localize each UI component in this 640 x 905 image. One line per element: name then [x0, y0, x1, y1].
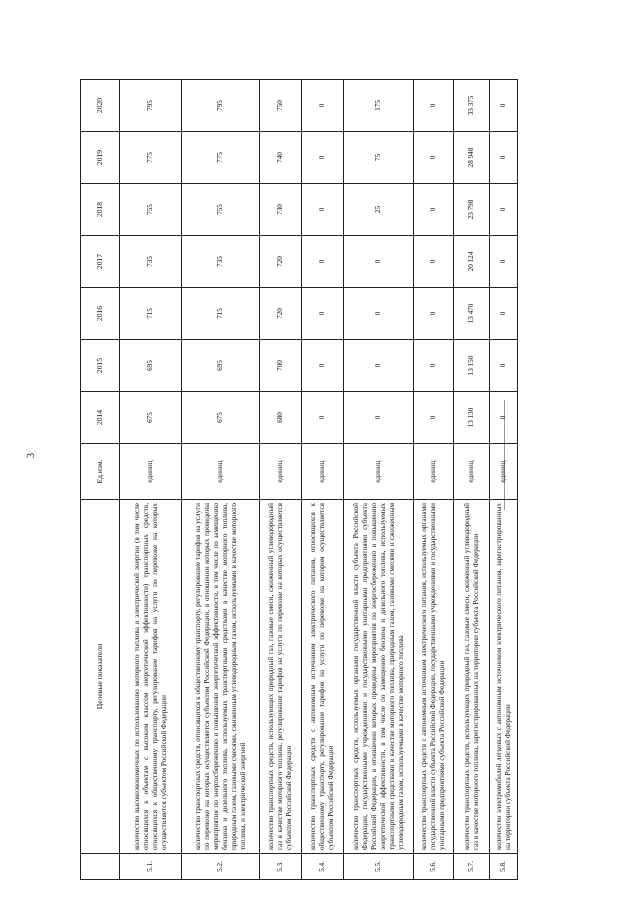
value-cell: 0 [302, 236, 344, 288]
value-cell: 675 [182, 392, 260, 444]
value-cell: 0 [490, 80, 518, 132]
value-cell: 715 [182, 288, 260, 340]
value-cell: 0 [414, 80, 454, 132]
value-cell: 13 150 [454, 340, 490, 392]
table-row [344, 80, 414, 880]
value-cell: 0 [414, 236, 454, 288]
table-row [302, 80, 344, 880]
unit-cell: единиц [344, 444, 414, 500]
unit-cell: единиц [490, 444, 518, 500]
value-cell: 13 470 [454, 288, 490, 340]
value-cell: 775 [120, 132, 182, 184]
value-cell: 0 [302, 392, 344, 444]
value-cell: 0 [344, 236, 414, 288]
row-number: 5.6. [414, 854, 454, 880]
row-number: 5.8. [490, 854, 518, 880]
value-cell: 720 [260, 236, 302, 288]
value-cell: 0 [490, 392, 518, 444]
row-number: 5.4. [302, 854, 344, 880]
header-indicator: Целевые показатели [81, 500, 120, 854]
row-number: 5.3. [260, 854, 302, 880]
value-cell: 680 [260, 392, 302, 444]
value-cell: 0 [490, 132, 518, 184]
value-cell: 0 [414, 288, 454, 340]
header-year: 2018 [81, 184, 120, 236]
value-cell: 0 [490, 236, 518, 288]
header-year: 2020 [81, 80, 120, 132]
table-row [414, 80, 454, 880]
value-cell: 0 [414, 392, 454, 444]
indicator-description: количество транспортных средств с автономным источником электрического питания, используемых органами государственной власти субъекта Российской Федерации, государственными учреждениями и государственными унитарными предприятиями субъекта Российской Федерации [414, 500, 454, 854]
table-row [120, 80, 182, 880]
table-row [182, 80, 260, 880]
value-cell: 23 798 [454, 184, 490, 236]
value-cell: 735 [182, 236, 260, 288]
header-year: 2016 [81, 288, 120, 340]
value-cell: 0 [344, 288, 414, 340]
unit-cell: единиц [182, 444, 260, 500]
value-cell: 755 [120, 184, 182, 236]
unit-cell: единиц [260, 444, 302, 500]
value-cell: 0 [490, 340, 518, 392]
value-cell: 715 [120, 288, 182, 340]
value-cell: 0 [302, 288, 344, 340]
indicators-table [80, 79, 518, 880]
value-cell: 775 [182, 132, 260, 184]
row-number: 5.1. [120, 854, 182, 880]
header-year: 2015 [81, 340, 120, 392]
value-cell: 20 124 [454, 236, 490, 288]
header-unit: Ед.изм. [81, 444, 120, 500]
value-cell: 0 [344, 340, 414, 392]
indicator-description: количество транспортных средств, используемых органами государственной власти субъекта Российской Федерации, государственными учреждениями и государственными унитарными предприятиями субъекта Российской Федерации, в отношении которых проведены мероприятия по энергосбережению и повышению энергетической эффективности, в том числе по замещению бензина и дизельного топлива, используемых транспортными средствами в качестве моторного топлива, природным газом, газовыми смесями и сжиженным углеводородным газом, используемыми в качестве моторного топлива [344, 500, 414, 854]
page-number: 3 [26, 453, 37, 458]
unit-cell: единиц [302, 444, 344, 500]
value-cell: 795 [120, 80, 182, 132]
indicator-description: количество высокоэкономичных по использованию моторного топлива и электрической энергии (в том числе относящихся к объектам с высоким классом энергетической эффективности) транспортных средств, относящихся к общественному транспорту, регулирование тарифов на услуги по перевозке на которых осуществляется субъектом Российской Федерации [120, 500, 182, 854]
table-row [490, 80, 518, 880]
header-year: 2019 [81, 132, 120, 184]
value-cell: 0 [490, 288, 518, 340]
indicator-description: количество транспортных средств, относящихся к общественному транспорту, регулирование тарифов на услуги по перевозке на которых осуществляется субъектом Российской Федерации, в отношении которых проведены мероприятия по энергосбережению и повышению энергетической эффективности, в том числе по замещению бензина и дизельного топлива, используемых транспортными средствами в качестве моторного топлива, природным газом, газовыми смесями, сжиженным углеводородным газом, используемыми в качестве моторного топлива, и электрической энергией [182, 500, 260, 854]
table-header-row [81, 80, 120, 880]
value-cell: 695 [182, 340, 260, 392]
value-cell: 720 [260, 288, 302, 340]
value-cell: 695 [120, 340, 182, 392]
rotated-table-wrapper [80, 80, 560, 880]
row-number: 5.7. [454, 854, 490, 880]
value-cell: 0 [414, 184, 454, 236]
value-cell: 795 [182, 80, 260, 132]
table-row [454, 80, 490, 880]
value-cell: 0 [302, 184, 344, 236]
row-number: 5.2. [182, 854, 260, 880]
value-cell: 750 [260, 80, 302, 132]
unit-cell: единиц [454, 444, 490, 500]
value-cell: 740 [260, 132, 302, 184]
table-row [260, 80, 302, 880]
value-cell: 175 [344, 80, 414, 132]
header-year: 2014 [81, 392, 120, 444]
value-cell: 735 [120, 236, 182, 288]
value-cell: 75 [344, 132, 414, 184]
unit-cell: единиц [414, 444, 454, 500]
value-cell: 33 375 [454, 80, 490, 132]
value-cell: 25 [344, 184, 414, 236]
value-cell: 0 [414, 340, 454, 392]
value-cell: 730 [260, 184, 302, 236]
unit-cell: единиц [120, 444, 182, 500]
value-cell: 0 [344, 392, 414, 444]
value-cell: 0 [302, 340, 344, 392]
value-cell: 0 [490, 184, 518, 236]
indicator-description: количество транспортных средств, использующих природный газ, газовые смеси, сжиженный углеводородный газ в качестве моторного топлива, зарегистрированных на территории субъекта Российской Федерации [454, 500, 490, 854]
indicator-description: количество электромобилей легковых с автономным источником электрического питания, зарегистрированных на территории субъекта Российской Федерации [490, 500, 518, 854]
indicator-description: количество транспортных средств, использующих природный газ, газовые смеси, сжиженный углеводородный газ в качестве моторного топлива, регулирование тарифов на услуги по перевозке на которых осуществляется субъектом Российской Федерации [260, 500, 302, 854]
value-cell: 13 130 [454, 392, 490, 444]
value-cell: 755 [182, 184, 260, 236]
value-cell: 28 948 [454, 132, 490, 184]
header-year: 2017 [81, 236, 120, 288]
value-cell: 0 [302, 132, 344, 184]
row-number: 5.5. [344, 854, 414, 880]
value-cell: 675 [120, 392, 182, 444]
value-cell: 700 [260, 340, 302, 392]
value-cell: 0 [414, 132, 454, 184]
header-num [81, 854, 120, 880]
value-cell: 0 [302, 80, 344, 132]
indicator-description: количество транспортных средств с автономным источником электрического питания, относящихся к общественному транспорту, регулирование тарифов на услуги по перевозке на котором осуществляется субъектом Российской Федерации [302, 500, 344, 854]
